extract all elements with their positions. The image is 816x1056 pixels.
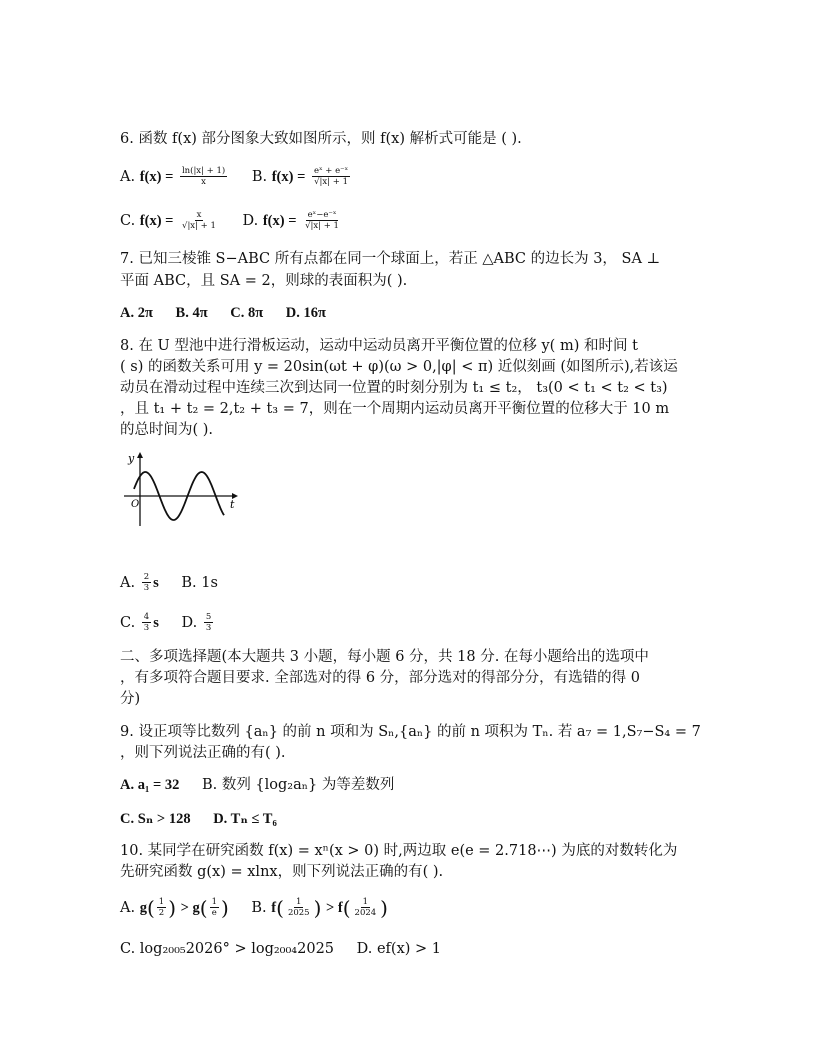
q7-option-d: D. 16π bbox=[285, 305, 326, 321]
q9-options-cd bbox=[120, 810, 295, 828]
q9-line-2: ，则下列说法正确的有( ). bbox=[120, 745, 286, 761]
q8-option-c: C. $\frac{4}{3}$ s bbox=[120, 612, 159, 633]
q8-line-2: ( s) 的函数关系可用 y = 20sin(ωt + φ)(ω > 0,|φ| < π) 近似刻画 (如图所示),若该运 bbox=[120, 359, 678, 375]
q6-options-cd bbox=[120, 210, 361, 231]
q8-line-1: 8. 在 U 型池中进行滑板运动，运动中运动员离开平衡位置的位移 y( m) 和时间 t bbox=[120, 338, 638, 354]
q7-line-1: 7. 已知三棱锥 S−ABC 所有点都在同一个球面上，若正 △ABC 的边长为 3， SA ⊥ bbox=[120, 251, 661, 267]
q8-option-a-fraction: $\frac{2}{3}$ bbox=[143, 572, 150, 593]
q6-option-c: C. f(x) = $\frac{x}{√|x| + 1}$ bbox=[120, 210, 216, 231]
q7-option-b: B. 4π bbox=[175, 305, 208, 321]
q9-option-d: D. Tₙ ≤ T₆ bbox=[213, 811, 277, 827]
q8-option-a: A. $\frac{2}{3}$ s bbox=[120, 572, 159, 593]
q6-stem: 6. 函数 f(x) 部分图象大致如图所示，则 f(x) 解析式可能是 ( ). bbox=[120, 131, 522, 147]
y-axis-label: y bbox=[128, 452, 135, 465]
q8-option-c-fraction: $\frac{4}{3}$ bbox=[143, 612, 150, 633]
q9-line-1: 9. 设正项等比数列 {aₙ} 的前 n 项和为 Sₙ,{aₙ} 的前 n 项积为 Tₙ. 若 a₇ = 1,S₇−S₄ = 7 bbox=[120, 724, 701, 740]
q10-option-b: B. f( $\frac{1}{2025}$ ) > f( $\frac{1}{2024}$ ) bbox=[251, 895, 388, 920]
q7-line-2: 平面 ABC，且 SA = 2，则球的表面积为( ). bbox=[120, 273, 408, 289]
q10-options-ab bbox=[120, 897, 406, 918]
q6-option-b-fraction: $\frac{\text{eˣ + e⁻ˣ}}{√|x| + 1}$ bbox=[313, 166, 349, 187]
q9-option-a: A. a₁ = 32 bbox=[120, 777, 180, 793]
section2-line-2: ，有多项符合题目要求. 全部选对的得 6 分，部分选对的得部分分，有选错的得 0 bbox=[120, 670, 640, 686]
q10-line-1: 10. 某同学在研究函数 f(x) = xⁿ(x > 0) 时,两边取 e(e = 2.718⋯) 为底的对数转化为 bbox=[120, 843, 678, 859]
q8-sine-graph bbox=[120, 450, 240, 530]
q7-option-a: A. 2π bbox=[120, 305, 153, 321]
q10-option-d: D. ef(x) > 1 bbox=[356, 941, 441, 957]
section2-line-3: 分) bbox=[120, 691, 141, 707]
q9-option-c: C. Sₙ > 128 bbox=[120, 811, 191, 827]
q8-line-3: 动员在滑动过程中连续三次到达同一位置的时刻分别为 t₁ ≤ t₂， t₃(0 < t₁ < t₂ < t₃) bbox=[120, 380, 668, 396]
q6-option-a-fraction: $\frac{\ln(|x| + 1)}{x}$ bbox=[181, 166, 226, 187]
q10-options-cd bbox=[120, 940, 459, 958]
q6-option-a: A. f(x) = $\frac{\ln(|x| + 1)}{x}$ bbox=[120, 166, 226, 187]
q9-options-ab bbox=[120, 776, 412, 794]
q8-options-ab bbox=[120, 572, 236, 593]
q8-option-d-fraction: $\frac{5}{3}$ bbox=[205, 612, 212, 633]
q6-option-c-fraction: $\frac{x}{√|x| + 1}$ bbox=[182, 210, 216, 231]
section2-line-1: 二、多项选择题(本大题共 3 小题，每小题 6 分，共 18 分. 在每小题给出的选项中 bbox=[120, 649, 649, 665]
q7-option-c: C. 8π bbox=[230, 305, 264, 321]
q8-option-d: D. $\frac{5}{3}$ bbox=[181, 612, 212, 633]
q9-option-b: B. 数列 {log₂aₙ} 为等差数列 bbox=[201, 777, 395, 793]
q6-options-ab bbox=[120, 166, 370, 187]
q10-line-2: 先研究函数 g(x) = xlnx，则下列说法正确的有( ). bbox=[120, 864, 444, 880]
q8-option-b: B. 1s bbox=[181, 574, 218, 591]
q7-options bbox=[120, 304, 344, 322]
x-axis-label: t bbox=[230, 498, 235, 511]
q8-line-4: ，且 t₁ + t₂ = 2,t₂ + t₃ = 7，则在一个周期内运动员离开平衡位置的位移大于 10 m bbox=[120, 401, 670, 417]
origin-label: O bbox=[131, 499, 140, 510]
q6-option-b: B. f(x) = $\frac{\text{eˣ + e⁻ˣ}}{√|x| + 1}$ bbox=[251, 166, 349, 187]
q8-options-cd bbox=[120, 612, 233, 633]
q8-line-5: 的总时间为( ). bbox=[120, 422, 214, 438]
q10-option-c: C. log₂₀₀₅2026° > log₂₀₀₄2025 bbox=[120, 941, 335, 957]
q6-option-d-fraction: $\frac{\text{eˣ−e⁻ˣ}}{√|x| + 1}$ bbox=[305, 210, 339, 231]
q10-option-a: A. g( $\frac{1}{2}$ ) > g( $\frac{1}{e}$ ) bbox=[120, 895, 229, 920]
y-axis-arrow bbox=[137, 452, 143, 458]
q6-option-d: D. f(x) = $\frac{\text{eˣ−e⁻ˣ}}{√|x| + 1}$ bbox=[242, 210, 339, 231]
